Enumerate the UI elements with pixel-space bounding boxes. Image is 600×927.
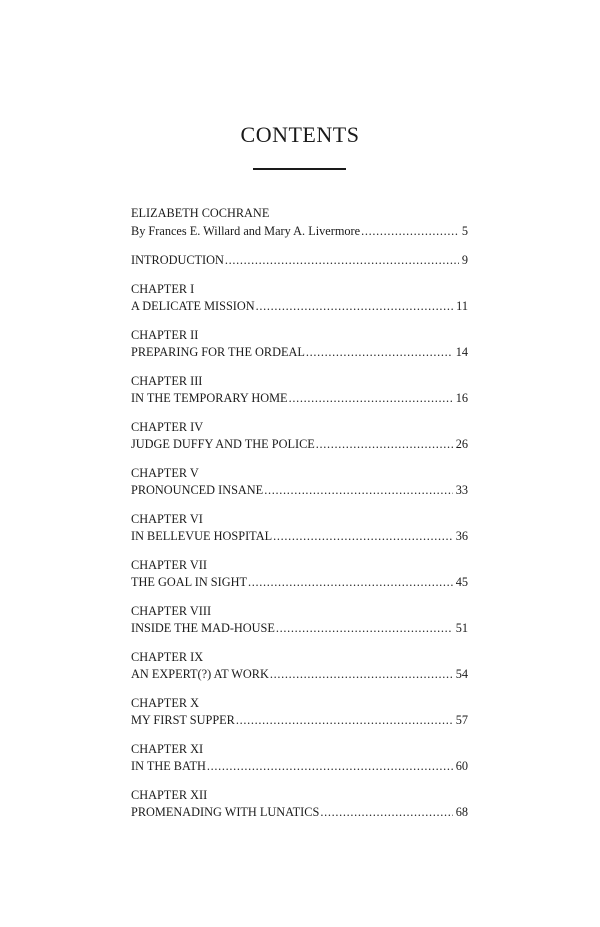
dot-leader [207,758,453,776]
dot-leader [225,252,459,270]
dot-leader [289,390,453,408]
chapter-number: CHAPTER V [131,465,199,480]
toc-entry[interactable] [131,252,468,270]
toc-entry[interactable] [131,741,468,776]
entry-title: IN BELLEVUE HOSPITAL [131,529,273,543]
chapter-number: CHAPTER X [131,695,199,710]
title-rule [253,168,346,170]
toc-entry[interactable] [131,603,468,638]
dot-leader [256,298,454,316]
chapter-number: CHAPTER XI [131,741,204,756]
table-of-contents [131,205,468,822]
toc-entry[interactable] [131,649,468,684]
chapter-number: CHAPTER IX [131,649,204,664]
page-number: 16 [455,391,468,405]
chapter-number: CHAPTER II [131,327,199,342]
dot-leader [273,528,453,546]
dot-leader [236,712,453,730]
page-number: 14 [455,345,468,359]
chapter-number: CHAPTER XII [131,787,208,802]
page-number: 5 [461,223,468,238]
dot-leader [270,666,453,684]
toc-entry[interactable] [131,205,468,240]
page-number: 68 [455,805,468,819]
chapter-number: CHAPTER IV [131,419,204,434]
entry-title: AN EXPERT(?) AT WORK [131,667,269,681]
essay-byline: By Frances E. Willard and Mary A. Livermore [131,223,361,238]
entry-title: IN THE BATH [131,759,206,773]
chapter-number: CHAPTER VIII [131,603,212,618]
entry-title: MY FIRST SUPPER [131,713,235,727]
dot-leader [276,620,453,638]
page-number: 9 [461,253,468,267]
entry-title: A DELICATE MISSION [131,299,255,313]
entry-title: PREPARING FOR THE ORDEAL [131,345,305,359]
page-number: 57 [455,713,468,727]
entry-title: THE GOAL IN SIGHT [131,575,248,589]
entry-title: PROMENADING WITH LUNATICS [131,805,320,819]
entry-title: IN THE TEMPORARY HOME [131,391,288,405]
chapter-number: CHAPTER III [131,373,203,388]
toc-entry[interactable] [131,327,468,362]
dot-leader [264,482,453,500]
dot-leader [361,223,459,241]
page-number: 45 [455,575,468,589]
toc-entry[interactable] [131,695,468,730]
dot-leader [320,804,452,822]
toc-entry[interactable] [131,465,468,500]
page-number: 36 [455,529,468,543]
toc-entry[interactable] [131,281,468,316]
entry-title: INTRODUCTION [131,253,224,267]
chapter-number: CHAPTER VII [131,557,207,572]
page-number: 60 [455,759,468,773]
essay-title: ELIZABETH COCHRANE [131,206,270,220]
contents-heading: CONTENTS [240,122,360,147]
dot-leader [316,436,453,454]
chapter-number: CHAPTER VI [131,511,203,526]
chapter-number: CHAPTER I [131,281,195,296]
toc-entry[interactable] [131,557,468,592]
page-number: 51 [455,621,468,635]
toc-entry[interactable] [131,511,468,546]
toc-entry[interactable] [131,373,468,408]
dot-leader [248,574,453,592]
toc-entry[interactable] [131,787,468,822]
entry-title: PRONOUNCED INSANE [131,483,264,497]
entry-title: JUDGE DUFFY AND THE POLICE [131,437,315,451]
dot-leader [306,344,453,362]
entry-title: INSIDE THE MAD-HOUSE [131,621,275,635]
page-number: 26 [455,437,468,451]
toc-entry[interactable] [131,419,468,454]
page-number: 54 [455,667,468,681]
page-number: 33 [455,483,468,497]
page-number: 11 [456,299,468,313]
